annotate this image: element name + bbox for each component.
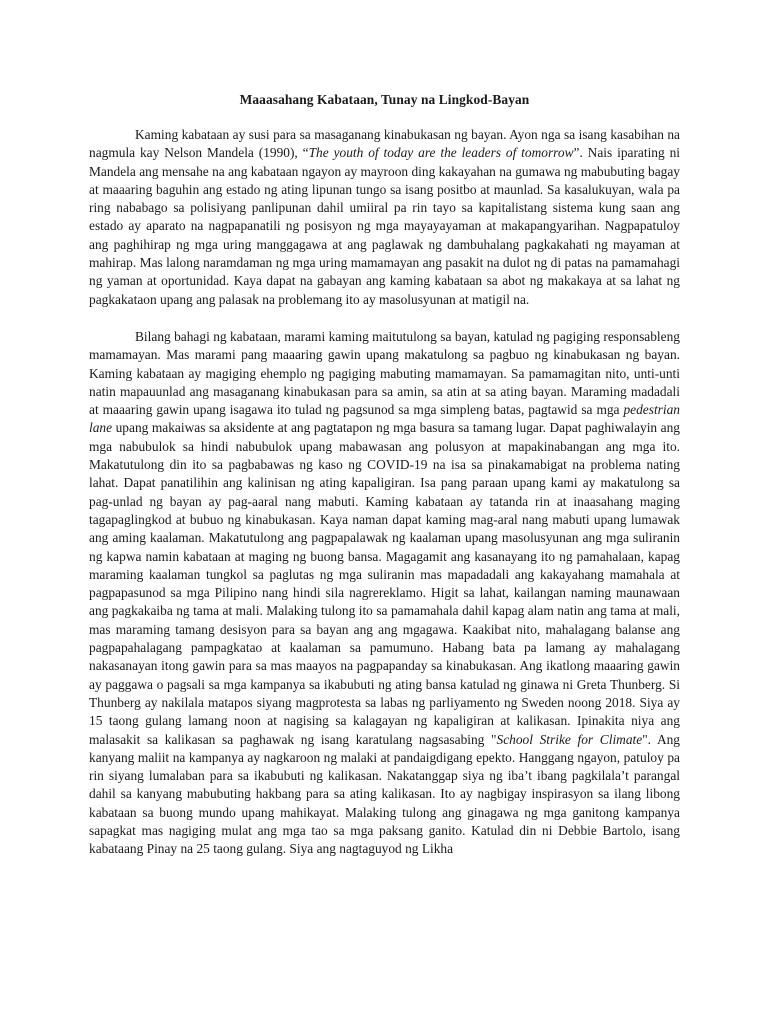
- school-strike-term: School Strike for Climate: [496, 731, 643, 747]
- paragraph-1: [89, 126, 680, 309]
- mandela-quote: The youth of today are the leaders of tomorrow: [308, 145, 574, 161]
- document-title: Maaasahang Kabataan, Tunay na Lingkod-Bayan: [239, 92, 530, 107]
- paragraph-2-text-c: ". Ang kanyang maliit na kampanya ay nagkaroon ng malaki at pandaigdigang epekto. Hanggang ngayon, patuloy pa rin siyang lumalaban para sa ikabubuti ng kalikasan. Nakatanggap siya ng iba’t ibang pagkilala’t parangal dahil sa kanyang mabubuting hakbang para sa ating kalikasan. Ito ay nagbigay inspirasyon sa ilang libong kabataan sa buong mundo upang mahikayat. Malaking tulong ang ginagawa ng mga ganitong kampanya sapagkat mas nagiging mulat ang mga tao sa mga paksang ganito. Katulad din ni Debbie Bartolo, isang kabataang Pinay na 25 taong gulang. Siya ang nagtaguyod ng Likha: [89, 731, 680, 857]
- paragraph-1-text-a: Kaming kabataan ay susi para sa masaganang kinabukasan ng bayan. Ayon nga sa isang kasabihan na nagmula kay Nelson Mandela (1990), “: [89, 127, 680, 161]
- paragraph-2-text-a: Bilang bahagi ng kabataan, marami kaming maitutulong sa bayan, katulad ng pagiging responsableng mamamayan. Mas marami pang maaaring gawin upang makatulong sa pagbuo ng kinabukasan ng bayan. Kaming kabataan ay magiging ehemplo ng pagiging mabuting mamamayan. Sa pamamagitan nito, unti-unti natin mapauunlad ang masaganang kinabukasan para sa amin, sa atin at sa ating bayan. Maraming madadali at maaaring gawin upang isagawa ito tulad ng pagsunod sa mga simpleng batas, pagtawid sa mga: [89, 328, 680, 418]
- paragraph-1-text-b: ”. Nais iparating ni Mandela ang mensahe na ang kabataan ngayon ay mayroon ding kakayahan na gumawa ng mabubuting bagay at maaaring baguhin ang estado ng ating lipunan tungo sa isang positbo at maunlad. Sa kasalukuyan, wala pa ring nababago sa polisiyang panlipunan dahil umiiral pa rin tayo sa kapitalistang sistema kung saan ang estado ay aparato na nagpapanatili ng posisyon ng mga mayayayaman at makapangyarihan. Nagpapatuloy ang paghihirap ng mga uring manggagawa at ang paglawak ng dambuhalang pagkakahati ng mayaman at mahirap. Mas lalong naramdaman ng mga uring mamamayan ang pasakit na dulot ng di patas na pamamahagi ng yaman at oportunidad. Kaya dapat na gabayan ang kaming kabataan sa abot ng makakaya at sa lahat ng pagkakataon upang ang palasak na problemang ito ay masolusyunan at matigil na.: [89, 145, 680, 307]
- paragraph-2-text-b: upang makaiwas sa aksidente at ang pagtatapon ng mga basura sa tamang lugar. Dapat paghiwalayin ang mga nabubulok sa hindi nabubulok upang mabawasan ang polusyon at mapakinabangan ang mga ito. Makatutulong din ito sa pagbabawas ng kaso ng COVID-19 na isa sa pinakamabigat na problema nating lahat. Dapat panatilihin ang kalinisan ng ating kapaligiran. Isa pang paraan upang kami ay makatulong sa pag-unlad ng bayan ay pag-aaral nang mabuti. Kaming kabataan ay tatanda rin at inaasahang maging tagapaglingkod at bubuo ng kinabukasan. Kaya naman dapat kaming mag-aral nang mabuti upang lumawak ang aming kaalaman. Makatutulong ang pagpapalawak ng kaalaman upang masolusyunan ang mga suliranin ng kapwa namin kabataan at maging ng buong bansa. Magagamit ang kasanayang ito ng pamahalaan, kapag maraming kaalaman tungkol sa paglutas ng mga suliranin mas mapadadali ang kakayahang mamahala at pagpapasunod sa mga Pilipino nang hindi sila nagrereklamo. Higit sa lahat, kailangan naming maunawaan ang pagkakaiba ng tama at mali. Malaking tulong ito sa pamamahala dahil kapag alam natin ang tama at mali, mas maraming tamang desisyon para sa bayan ang ang mgagawa. Kaakibat nito, mahalagang balanse ang pagpapahalagang pampagkatao at kaalaman sa pamumuno. Habang bata pa lamang ay mahalagang nakasanayan itong gawin para sa mas maayos na pagpapanday sa kinabukasan. Ang ikatlong maaaring gawin ay paggawa o pagsali sa mga kampanya sa ikabubuti ng ating bansa katulad ng ginawa ni Greta Thunberg. Si Thunberg ay nakilala matapos siyang magprotesta sa labas ng parliyamento ng Sweden noong 2018. Siya ay 15 taong gulang lamang noon at nagising sa kalagayan ng kapaligiran at kalikasan. Ipinakita niya ang malasakit sa kalikasan sa paghawak ng isang karatulang nagsasabing ": [89, 420, 680, 747]
- paragraph-2: [89, 328, 680, 859]
- pedestrian-lane-term: pedestrian lane: [89, 402, 680, 436]
